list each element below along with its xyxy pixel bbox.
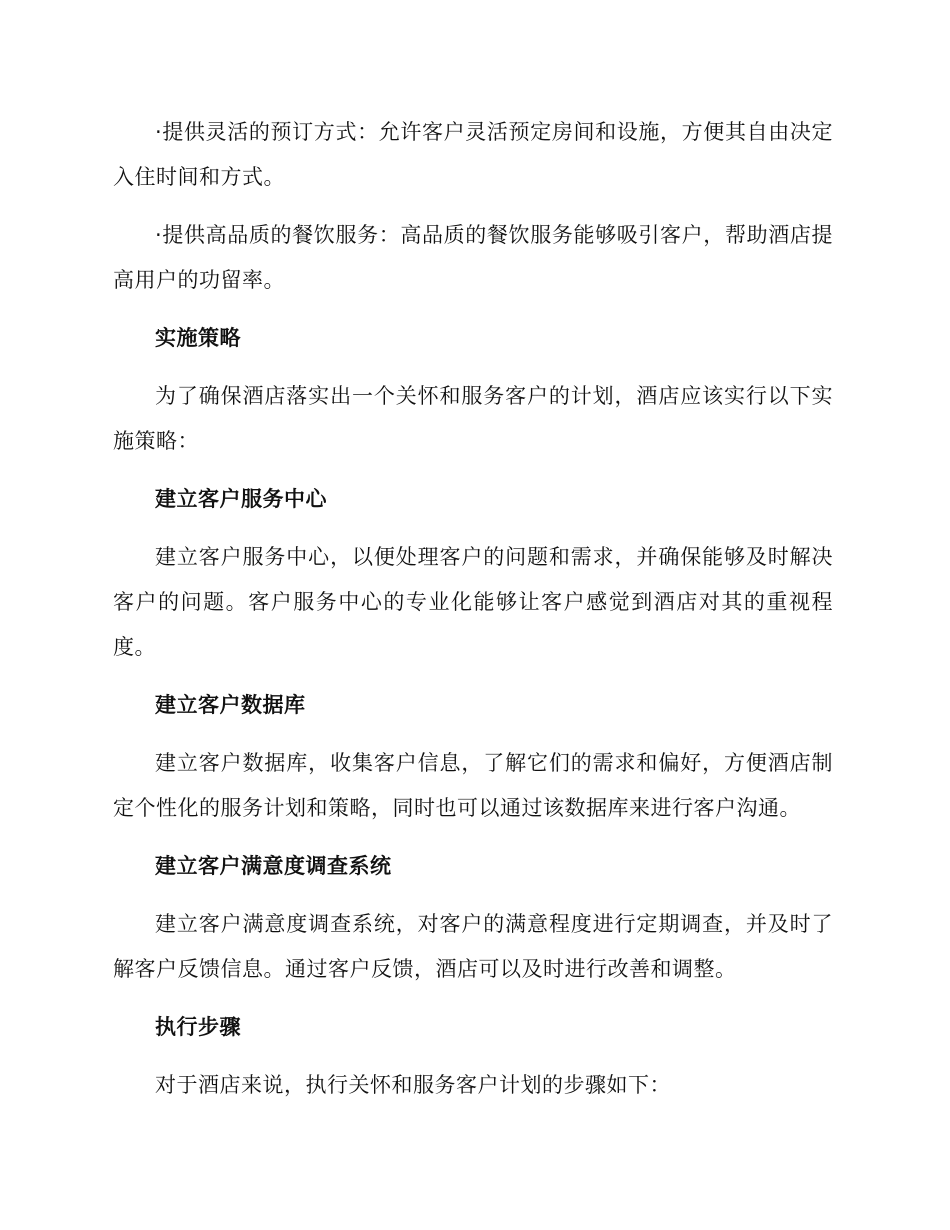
paragraph-implementation-intro: 为了确保酒店落实出一个关怀和服务客户的计划，酒店应该实行以下实施策略： [113, 384, 833, 453]
paragraph-service-center: 建立客户服务中心，以便处理客户的问题和需求，并确保能够及时解决客户的问题。客户服务中心的专业化能够让客户感觉到酒店对其的重视程度。 [113, 545, 833, 659]
paragraph-customer-database: 建立客户数据库，收集客户信息，了解它们的需求和偏好，方便酒店制定个性化的服务计划和策略，同时也可以通过该数据库来进行客户沟通。 [113, 751, 833, 820]
paragraph-satisfaction-survey: 建立客户满意度调查系统，对客户的满意程度进行定期调查，并及时了解客户反馈信息。通过客户反馈，酒店可以及时进行改善和调整。 [113, 912, 833, 981]
bullet-mark: · [155, 223, 163, 247]
bullet-paragraph-dining [113, 213, 833, 303]
heading-execution-steps: 执行步骤 [155, 1015, 241, 1039]
heading-customer-database: 建立客户数据库 [155, 693, 306, 717]
heading-satisfaction-survey: 建立客户满意度调查系统 [155, 854, 392, 878]
bullet-mark: · [155, 120, 163, 144]
heading-service-center: 建立客户服务中心 [155, 487, 327, 511]
heading-implementation-strategy: 实施策略 [155, 326, 241, 350]
paragraph-execution-steps: 对于酒店来说，执行关怀和服务客户计划的步骤如下： [155, 1073, 671, 1097]
bullet-paragraph-booking [113, 110, 833, 200]
document-body [113, 110, 833, 1121]
bullet-text-dining: 提供高品质的餐饮服务：高品质的餐饮服务能够吸引客户，帮助酒店提高用户的功留率。 [113, 223, 833, 292]
bullet-text-booking: 提供灵活的预订方式：允许客户灵活预定房间和设施，方便其自由决定入住时间和方式。 [113, 120, 833, 189]
